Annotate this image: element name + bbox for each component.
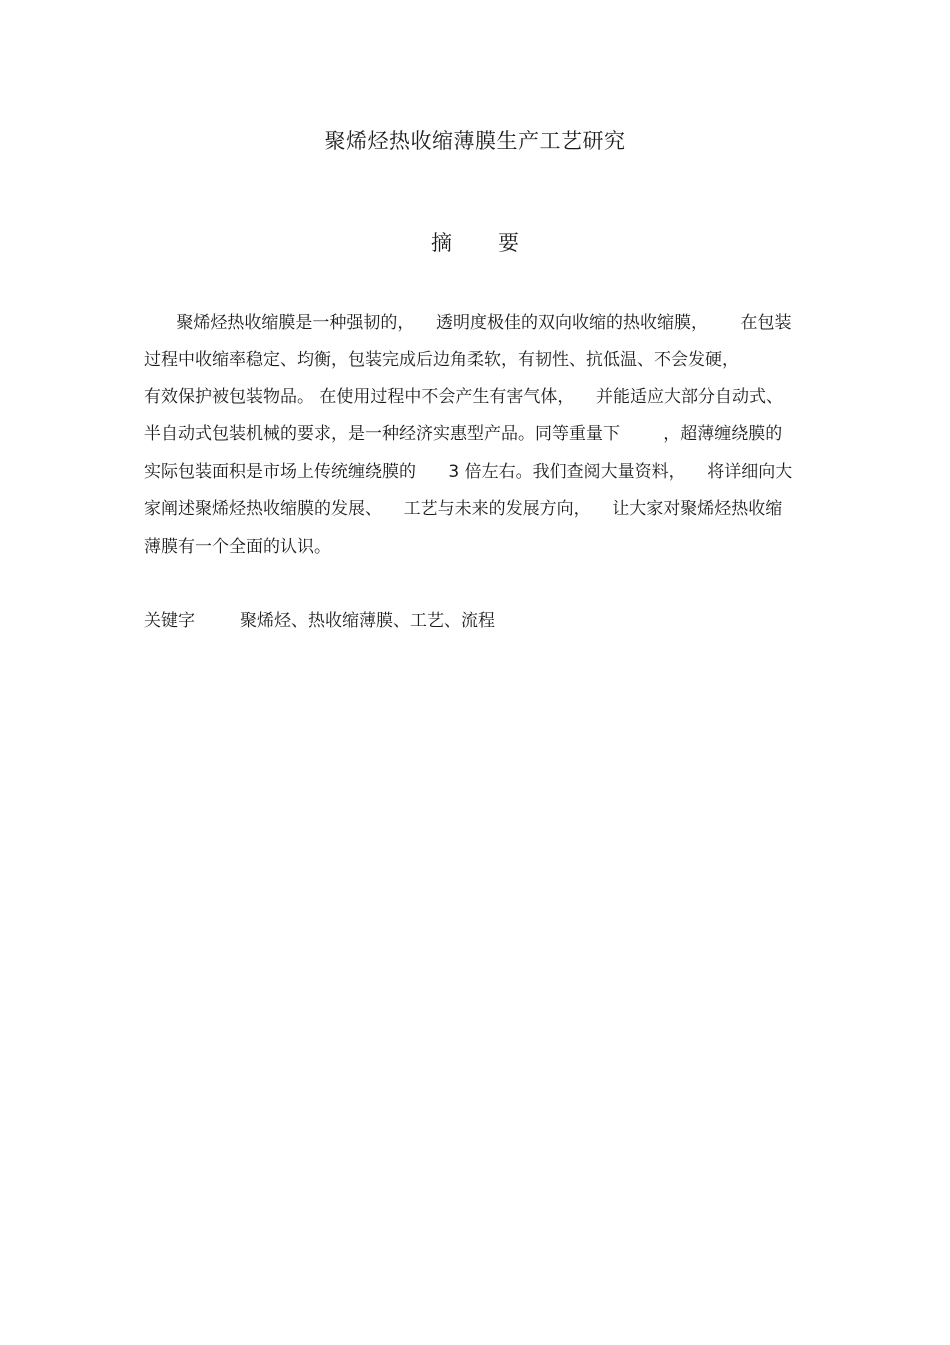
- keywords-value: 聚烯烃、热收缩薄膜、工艺、流程: [240, 611, 495, 631]
- abstract-heading-char-1: 摘: [431, 231, 452, 255]
- abstract-line-4: 半自动式包装机械的要求，是一种经济实惠型产品。同等重量下 ，超薄缠绕膜的: [144, 424, 783, 444]
- abstract-line-7: 薄膜有一个全面的认识。: [144, 537, 331, 557]
- abstract-line-2: 过程中收缩率稳定、均衡，包装完成后边角柔软，有韧性、抗低温、不会发硬，: [144, 350, 739, 370]
- abstract-line-5: 实际包装面积是市场上传统缠绕膜的 3 倍左右。我们查阅大量资料， 将详细向大: [144, 462, 793, 482]
- abstract-line-1: 聚烯烃热收缩膜是一种强韧的， 透明度极佳的双向收缩的热收缩膜， 在包装: [144, 313, 792, 333]
- document-title: 聚烯烃热收缩薄膜生产工艺研究: [324, 129, 626, 153]
- abstract-line-6: 家阐述聚烯烃热收缩膜的发展、 工艺与未来的发展方向， 让大家对聚烯烃热收缩: [144, 499, 783, 519]
- abstract-heading: [0, 228, 950, 258]
- abstract-line-3: 有效保护被包装物品。 在使用过程中不会产生有害气体， 并能适应大部分自动式、: [144, 387, 784, 407]
- keywords-label: 关键字: [144, 611, 195, 631]
- abstract-heading-char-2: 要: [498, 231, 519, 255]
